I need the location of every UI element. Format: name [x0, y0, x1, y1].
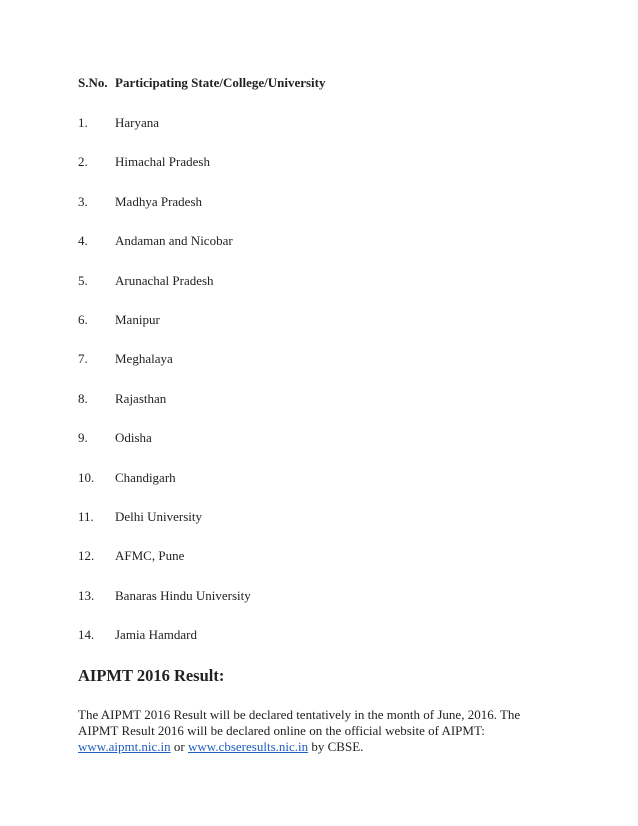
row-sno: 4.: [78, 233, 88, 249]
row-sno: 14.: [78, 627, 95, 643]
row-name: Odisha: [115, 430, 152, 446]
table-row: [78, 509, 558, 548]
table-row: [78, 548, 558, 587]
row-name: AFMC, Pune: [115, 548, 185, 564]
cbse-results-link[interactable]: www.cbseresults.nic.in: [188, 739, 309, 754]
row-sno: 6.: [78, 311, 88, 327]
row-sno: 13.: [78, 587, 95, 603]
row-sno: 10.: [78, 469, 95, 485]
table-header: [78, 75, 326, 91]
table-row: [78, 312, 558, 351]
row-sno: 11.: [78, 508, 94, 524]
section-heading: AIPMT 2016 Result:: [78, 666, 225, 685]
row-name: Haryana: [115, 115, 160, 130]
table-row: [78, 391, 558, 430]
table-row: [78, 470, 558, 509]
row-sno: 3.: [78, 193, 88, 209]
table-row: [78, 588, 558, 627]
table-row: [78, 194, 558, 233]
row-name: Arunachal Pradesh: [115, 272, 214, 288]
row-sno: 7.: [78, 351, 88, 367]
table-row: [78, 154, 558, 193]
row-sno: 8.: [78, 390, 88, 406]
row-name: Banaras Hindu University: [115, 587, 251, 603]
row-name: Madhya Pradesh: [115, 193, 203, 209]
table-row: [78, 273, 558, 312]
row-name: Andaman and Nicobar: [115, 233, 233, 249]
row-name: Manipur: [115, 311, 160, 327]
row-name: Chandigarh: [115, 469, 176, 485]
participants-list: [78, 115, 558, 666]
row-name: Delhi University: [115, 508, 203, 524]
table-row: [78, 430, 558, 469]
table-row: [78, 351, 558, 390]
row-sno: 5.: [78, 272, 88, 288]
table-row: [78, 627, 558, 666]
row-name: Jamia Hamdard: [115, 627, 197, 643]
row-sno: 9.: [78, 430, 88, 446]
header-sno: S.No.: [78, 75, 108, 90]
row-name: Rajasthan: [115, 390, 167, 406]
row-name: Meghalaya: [115, 351, 173, 367]
row-name: Himachal Pradesh: [115, 154, 210, 170]
table-row: [78, 115, 558, 154]
row-sno: 1.: [78, 115, 88, 130]
row-sno: 2.: [78, 154, 88, 170]
result-paragraph: [78, 707, 558, 755]
paragraph-text: The AIPMT 2016 Result will be declared tentatively in the month of June, 2016. The AIPMT Result 2016 will be declared online on the official website of AIPMT:: [78, 707, 521, 738]
table-row: [78, 233, 558, 272]
paragraph-connector: or: [170, 739, 189, 754]
aipmt-website-link[interactable]: www.aipmt.nic.in: [78, 739, 171, 754]
header-name: Participating State/College/University: [115, 75, 326, 90]
row-sno: 12.: [78, 548, 95, 564]
paragraph-ending: by CBSE.: [308, 739, 364, 754]
